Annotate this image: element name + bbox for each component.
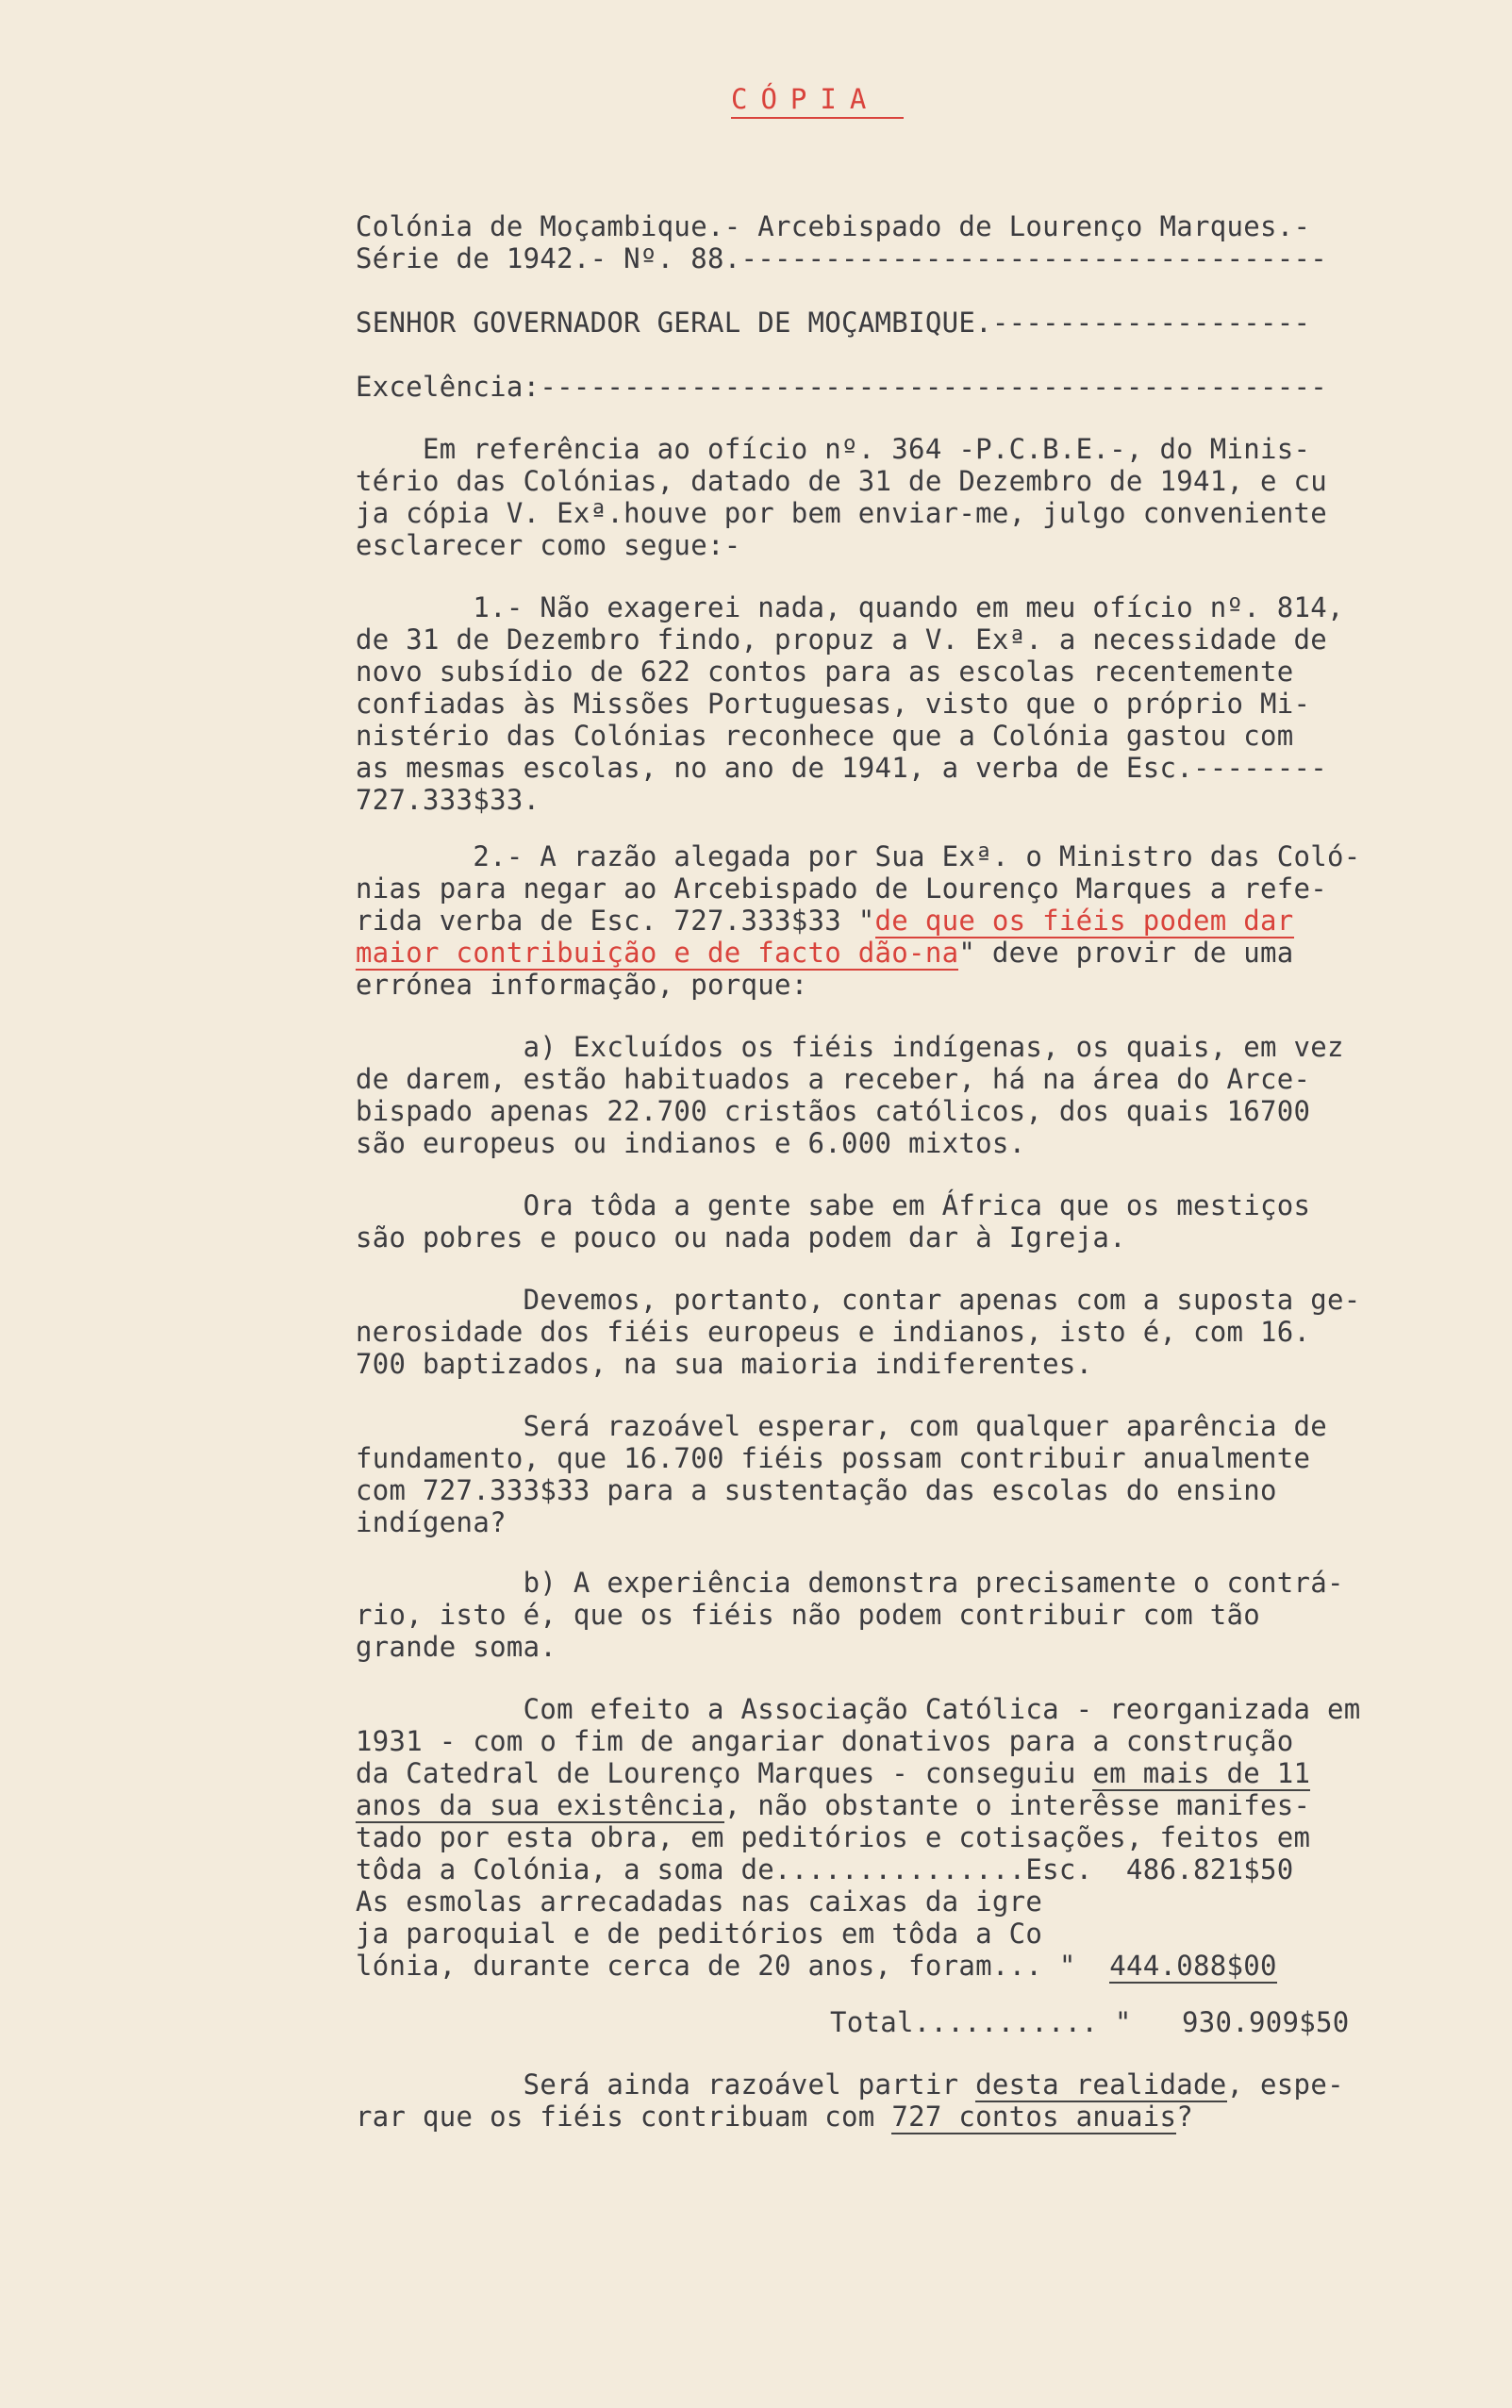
underlined-text: 727 contos anuais — [891, 2101, 1177, 2133]
header-line: Colónia de Moçambique.- Arcebispado de Lourenço Marques.- — [356, 210, 1311, 242]
subtotal-amount: 444.088$00 — [1109, 1950, 1277, 1982]
text-span: , espe- — [1226, 2068, 1344, 2101]
paragraph-line: 727.333$33. — [356, 784, 540, 816]
paragraph-line: Com efeito a Associação Católica - reorganizada em — [356, 1693, 1361, 1725]
paragraph-line: a) Excluídos os fiéis indígenas, os quais, em vez — [356, 1031, 1344, 1063]
paragraph-line: b) A experiência demonstra precisamente o contrá- — [356, 1567, 1344, 1599]
text-span: ? — [1176, 2101, 1193, 2133]
text-span: lónia, durante cerca de 20 anos, foram... " — [356, 1950, 1110, 1982]
paragraph-line: 700 baptizados, na sua maioria indiferentes. — [356, 1348, 1093, 1380]
paragraph-line — [356, 1950, 1277, 1982]
total-line: Total........... " 930.909$50 — [830, 2006, 1350, 2038]
header-line: Série de 1942.- Nº. 88.----------------------------------- — [356, 242, 1328, 274]
paragraph-line: confiadas às Missões Portuguesas, visto que o próprio Mi- — [356, 688, 1311, 720]
paragraph-line — [356, 2101, 1193, 2133]
paragraph-line: são europeus ou indianos e 6.000 mixtos. — [356, 1127, 1026, 1159]
paragraph-line: 2.- A razão alegada por Sua Exª. o Ministro das Coló- — [356, 840, 1361, 872]
greeting: Excelência:----------------------------------------------- — [356, 371, 1328, 403]
paragraph-line: tado por esta obra, em peditórios e cotisações, feitos em — [356, 1821, 1311, 1853]
document-title: CÓPIA — [731, 83, 880, 115]
paragraph-line: de 31 de Dezembro findo, propuz a V. Exª. a necessidade de — [356, 623, 1328, 656]
paragraph-line: com 727.333$33 para a sustentação das escolas do ensino — [356, 1474, 1277, 1506]
paragraph-line: tôda a Colónia, a soma de...............Esc. 486.821$50 — [356, 1853, 1294, 1885]
text-span: , não obstante o interêsse manifes- — [723, 1789, 1311, 1821]
underlined-text: anos da sua existência — [356, 1789, 724, 1821]
underlined-text: desta realidade — [975, 2068, 1227, 2101]
addressee: SENHOR GOVERNADOR GERAL DE MOÇAMBIQUE.------------------- — [356, 307, 1311, 339]
paragraph-line: fundamento, que 16.700 fiéis possam contribuir anualmente — [356, 1442, 1311, 1474]
paragraph-line: indígena? — [356, 1506, 507, 1538]
paragraph-line: nias para negar ao Arcebispado de Lourenço Marques a refe- — [356, 872, 1328, 905]
paragraph-line: ja paroquial e de peditórios em tôda a Co — [356, 1918, 1043, 1950]
paragraph-line: Será razoável esperar, com qualquer aparência de — [356, 1410, 1328, 1442]
paragraph-line: as mesmas escolas, no ano de 1941, a verba de Esc.-------- — [356, 752, 1328, 784]
paragraph-line — [356, 2068, 1344, 2101]
paragraph-line: de darem, estão habituados a receber, há na área do Arce- — [356, 1063, 1311, 1095]
paragraph-line: Devemos, portanto, contar apenas com a suposta ge- — [356, 1284, 1361, 1316]
paragraph-line — [356, 1757, 1310, 1789]
paragraph-line — [356, 905, 1294, 937]
paragraph-line — [356, 937, 1294, 969]
paragraph-line — [356, 1789, 1310, 1821]
paragraph-line: ja cópia V. Exª.houve por bem enviar-me, julgo conveniente — [356, 497, 1328, 529]
paragraph-line: As esmolas arrecadadas nas caixas da igre — [356, 1885, 1043, 1918]
paragraph-line: rio, isto é, que os fiéis não podem contribuir com tão — [356, 1599, 1261, 1631]
paragraph-line: tério das Colónias, datado de 31 de Dezembro de 1941, e cu — [356, 465, 1328, 497]
paragraph-line: bispado apenas 22.700 cristãos católicos, dos quais 16700 — [356, 1095, 1311, 1127]
paragraph-line: novo subsídio de 622 contos para as escolas recentemente — [356, 656, 1294, 688]
paragraph-line: são pobres e pouco ou nada podem dar à Igreja. — [356, 1221, 1126, 1254]
text-span: Será ainda razoável partir — [356, 2068, 976, 2101]
title-underline — [731, 117, 904, 119]
text-span: da Catedral de Lourenço Marques - conseguiu — [356, 1757, 1093, 1789]
underlined-text: em mais de 11 — [1092, 1757, 1311, 1789]
text-span: " deve provir de uma — [958, 937, 1294, 969]
highlighted-quote: maior contribuição e de facto dão-na — [356, 937, 959, 969]
highlighted-quote: de que os fiéis podem dar — [874, 905, 1294, 937]
paragraph-line: errónea informação, porque: — [356, 969, 808, 1001]
paragraph-line: nerosidade dos fiéis europeus e indianos, isto é, com 16. — [356, 1316, 1311, 1348]
paragraph-line: grande soma. — [356, 1631, 557, 1663]
paragraph-line: nistério das Colónias reconhece que a Colónia gastou com — [356, 720, 1294, 752]
paragraph-line: esclarecer como segue:- — [356, 529, 741, 561]
paragraph-line: 1931 - com o fim de angariar donativos para a construção — [356, 1725, 1294, 1757]
paragraph-line: Em referência ao ofício nº. 364 -P.C.B.E.-, do Minis- — [356, 433, 1311, 465]
text-span: rar que os fiéis contribuam com — [356, 2101, 892, 2133]
paragraph-line: Ora tôda a gente sabe em África que os mestiços — [356, 1189, 1311, 1221]
text-span: rida verba de Esc. 727.333$33 " — [356, 905, 875, 937]
paragraph-line: 1.- Não exagerei nada, quando em meu ofício nº. 814, — [356, 591, 1344, 623]
